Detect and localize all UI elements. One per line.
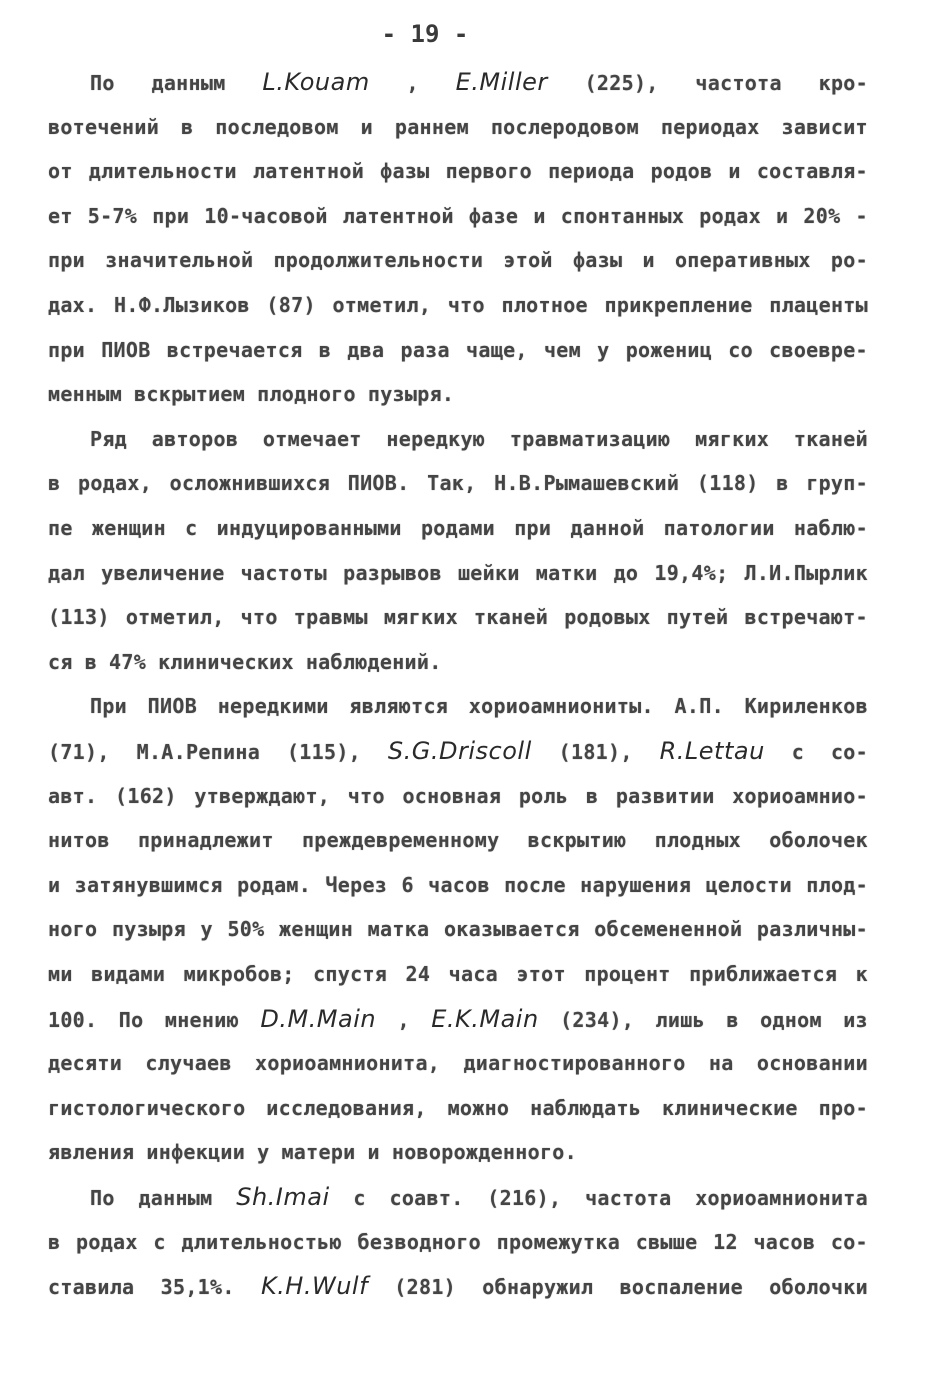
text-line: ного пузыря у 50% женщин матка оказывается обсемененной различны- [48, 917, 868, 942]
text-line: ставила 35,1%. K.H.Wulf (281) обнаружил воспаление оболочки [48, 1272, 868, 1301]
text-line: (71), М.А.Репина (115), S.G.Driscoll (181), R.Lettau с со- [48, 737, 868, 765]
text-line: авт. (162) утверждают, что основная роль в развитии хориоамнио- [48, 783, 868, 808]
page-number: - 19 - [381, 20, 469, 48]
text-line: дал увеличение частоты разрывов шейки матки до 19,4%; Л.И.Пырлик [48, 560, 868, 585]
text-line: вотечений в последовом и раннем послеродовом периодах зависит [48, 114, 868, 139]
text-line: ми видами микробов; спустя 24 часа этот процент приближается к [48, 962, 868, 986]
text-line: десяти случаев хориоамнионита, диагностированного на основании [48, 1051, 868, 1076]
text-line: и затянувшимся родам. Через 6 часов после нарушения целости плод- [48, 872, 868, 897]
text-line: пе женщин с индуцированными родами при данной патологии наблю- [48, 516, 868, 540]
text-line: дах. Н.Ф.Лызиков (87) отметил, что плотное прикрепление плаценты [48, 293, 868, 317]
text-line: в родах с длительностью безводного промежутка свыше 12 часов со- [48, 1229, 868, 1254]
text-line: от длительности латентной фазы первого периода родов и составля- [48, 159, 868, 184]
text-line: нитов принадлежит преждевременному вскрытию плодных оболочек [48, 828, 868, 853]
text-line: гистологического исследования, можно наблюдать клинические про- [48, 1095, 868, 1120]
text-line: По данным L.Kouam , E.Miller (225), частота кро- [90, 68, 868, 96]
text-line: ся в 47% клинических наблюдений. [48, 649, 442, 674]
text-line: при значительной продолжительности этой фазы и оперативных ро- [48, 248, 868, 273]
text-line: в родах, осложнившихся ПИОВ. Так, Н.В.Рымашевский (118) в груп- [48, 471, 868, 496]
text-line: 100. По мнению D.M.Main , E.K.Main (234), лишь в одном из [48, 1004, 868, 1033]
text-line: ет 5-7% при 10-часовой латентной фазе и спонтанных родах и 20% - [48, 203, 868, 228]
text-line: при ПИОВ встречается в два раза чаще, чем у рожениц со своевре- [48, 337, 868, 362]
text-line: менным вскрытием плодного пузыря. [48, 382, 455, 407]
text-line: При ПИОВ нередкими являются хориоамниониты. А.П. Кириленков [90, 694, 868, 719]
text-line: Ряд авторов отмечает нередкую травматизацию мягких тканей [90, 426, 868, 451]
text-line: По данным Sh.Imai с соавт. (216), частота хориоамнионита [90, 1183, 868, 1211]
text-line: явления инфекции у матери и новорожденного. [48, 1140, 577, 1165]
text-line: (113) отметил, что травмы мягких тканей родовых путей встречают- [48, 605, 868, 630]
